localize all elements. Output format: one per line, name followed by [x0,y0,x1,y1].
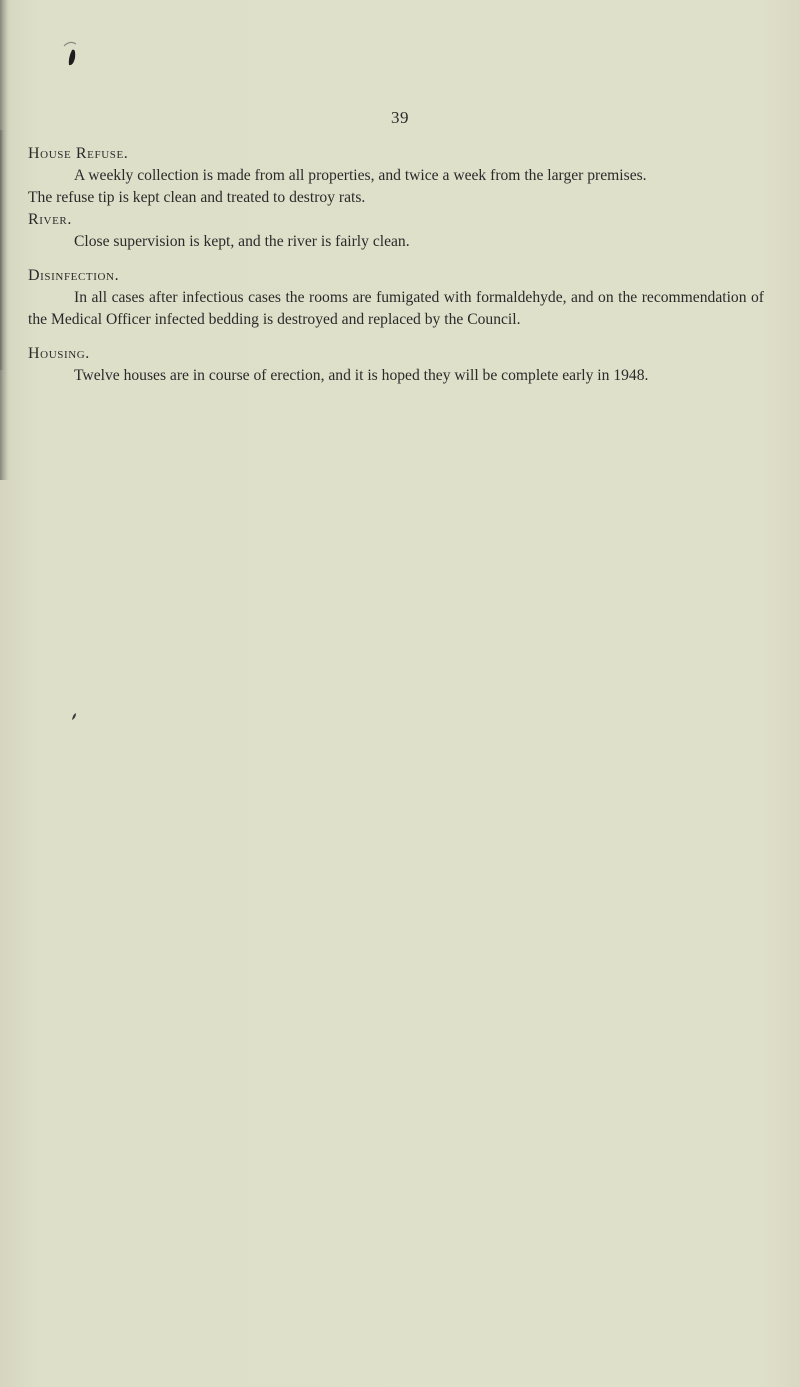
section-heading-house-refuse: House Refuse. [28,145,129,162]
paragraph: Twelve houses are in course of erection, and it is hoped they will be complete early in 1948. [74,367,649,384]
ink-mark-icon [60,36,84,70]
paragraph: The refuse tip is kept clean and treated to destroy rats. [28,189,366,206]
section-heading-housing: Housing. [28,345,90,362]
binding-shadow-lower [0,130,6,370]
section-heading-disinfection: Disinfection. [28,267,120,284]
dust-speck-icon [70,712,78,722]
document-body [28,143,764,387]
paragraph: In all cases after infectious cases the rooms are fumigated with formaldehyde, and on the recommendation of the Medical Officer infected bedding is destroyed and replaced by the Council. [28,289,764,328]
paragraph: A weekly collection is made from all properties, and twice a week from the larger premises. [74,167,647,184]
paragraph: Close supervision is kept, and the river is fairly clean. [74,233,410,250]
page-number: 39 [391,108,409,127]
section-heading-river: River. [28,211,72,228]
